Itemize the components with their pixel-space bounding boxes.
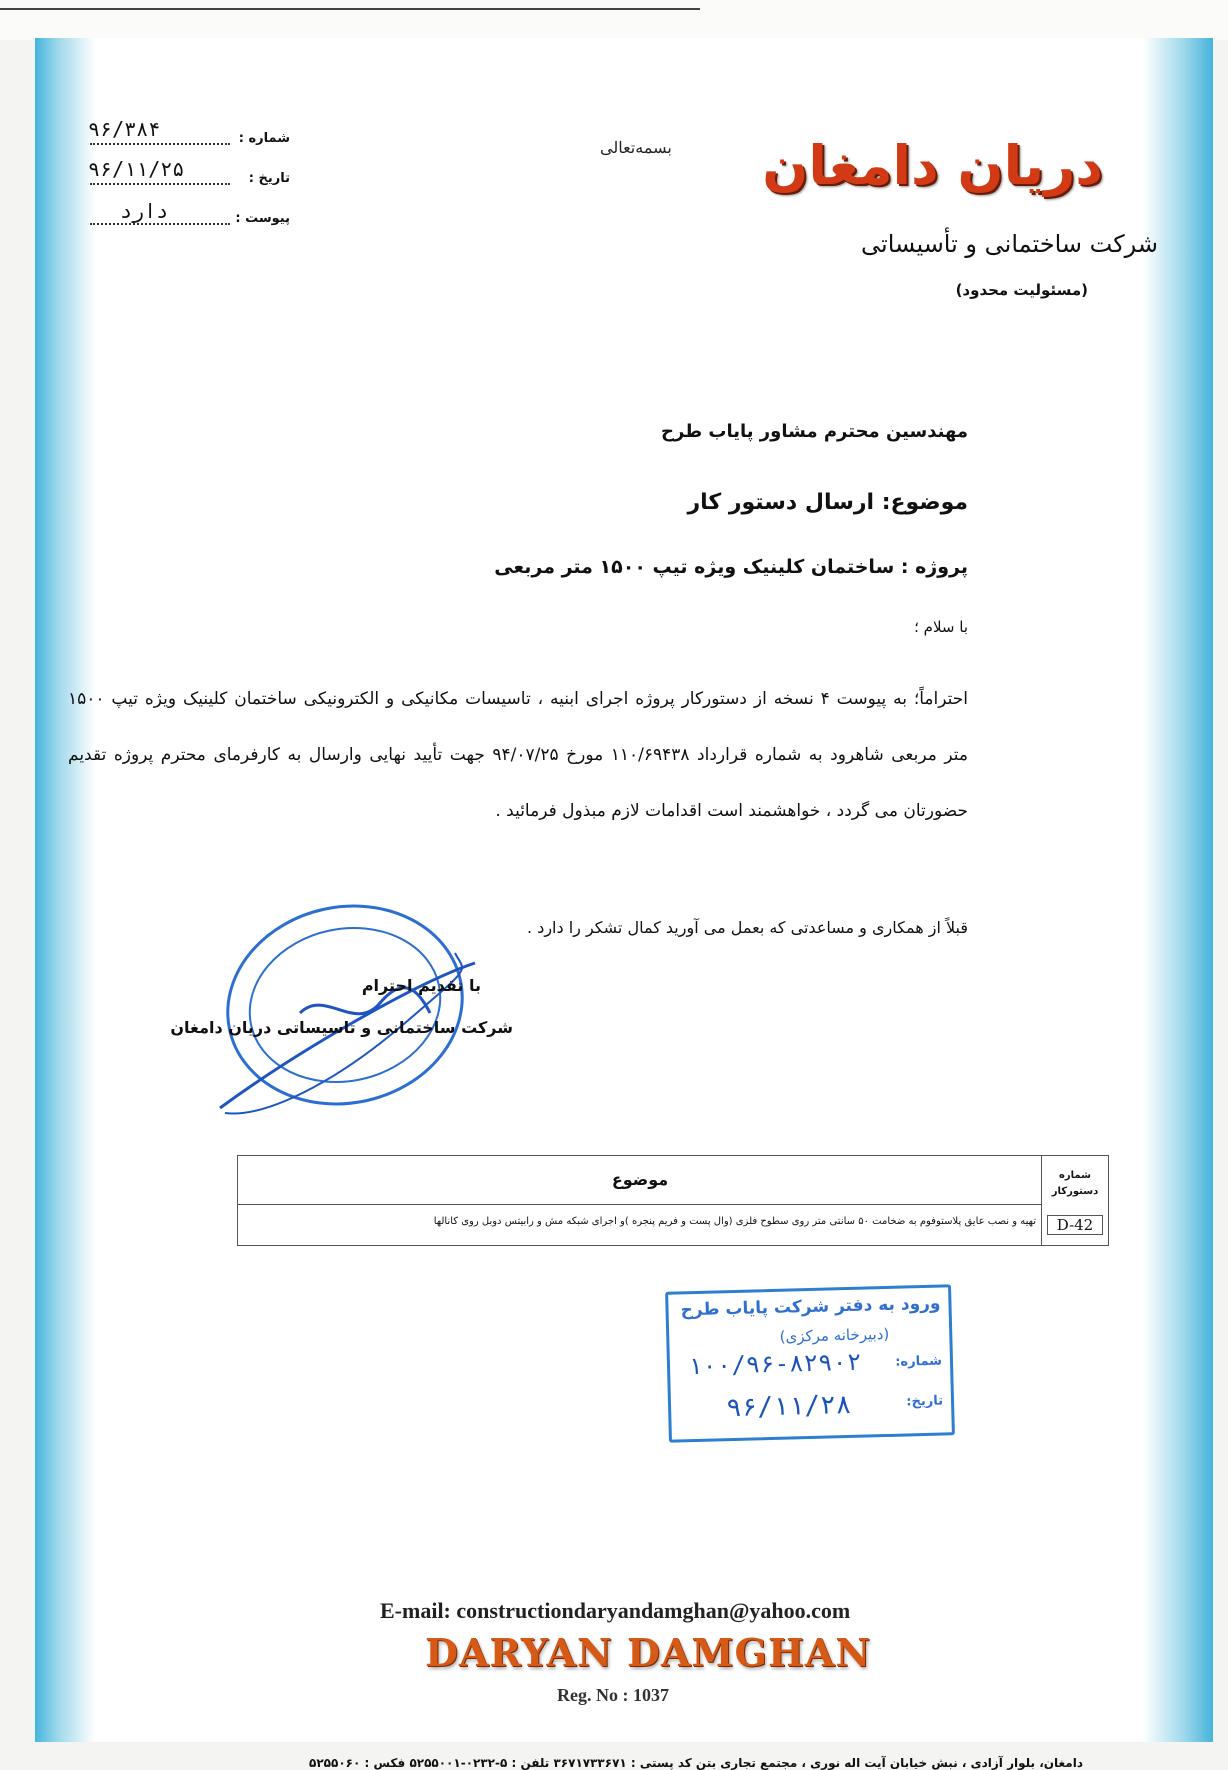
scan-edge-line: [0, 8, 700, 10]
stamp-date: ۹۶/۱۱/۲۸: [725, 1389, 852, 1424]
stamp-number: ۱۰۰/۹۶-۸۲۹۰۲: [687, 1347, 862, 1381]
stamp-title: ورود به دفتر شرکت پایاب طرح: [680, 1293, 941, 1321]
receipt-stamp: [665, 1284, 955, 1442]
stamp-date-label: تاریخ:: [906, 1393, 944, 1410]
closing-line: قبلاً از همکاری و مساعدتی که بعمل می آورید کمال تشکر را دارد .: [527, 918, 968, 937]
letter-subject: موضوع: ارسال دستور کار: [687, 490, 968, 515]
regards-line: با تقدیم احترام: [361, 976, 481, 995]
meta-number-row: [88, 117, 290, 153]
brand-logo-en: DARYAN DAMGHAN: [425, 1630, 872, 1675]
date-label: تاریخ :: [248, 171, 290, 186]
letter-body: احتراماً؛ به پیوست ۴ نسخه از دستورکار پروژه اجرای ابنیه ، تاسیسات مکانیکی و الکترونیکی ساختمان کلینیک ویژه تیپ ۱۵۰۰ متر مربعی شاهرود به شماره قرارداد ۱۱۰/۶۹۴۳۸ مورخ ۹۴/۰۷/۲۵ جهت تأیید نهایی وارسال به کارفرمای محترم پروژه تقدیم حضورتان می گردد ، خواهشمند است اقدامات لازم مبذول فرمائید .: [68, 689, 968, 821]
letter-number: ۹۶/۳۸۴: [88, 117, 161, 141]
project-title: پروژه : ساختمان کلینیک ویژه تیپ ۱۵۰۰ متر مربعی: [494, 556, 968, 578]
dotted-line: [90, 183, 230, 185]
registration-number: Reg. No : 1037: [557, 1685, 669, 1705]
addressee: مهندسین محترم مشاور پایاب طرح: [661, 421, 968, 442]
dotted-line: [90, 223, 230, 225]
brand-logo-fa: دریان دامغان: [762, 134, 1103, 197]
letter-page: [35, 38, 1213, 1770]
meta-date-row: [88, 157, 290, 193]
attachment-label: پیوست :: [235, 211, 290, 226]
letter-date: ۹۶/۱۱/۲۵: [88, 157, 185, 181]
work-order-number: D-42: [1047, 1215, 1103, 1235]
work-order-description: تهیه و نصب عایق پلاستوفوم به ضخامت ۵۰ سانتی متر روی سطوح فلزی (وال پست و فریم پنجره )و اجرای شبکه مش و رابیتس دوبل روی کانالها: [433, 1216, 1036, 1227]
salutation: با سلام ؛: [914, 618, 968, 636]
bismillah-text: بسمه‌تعالی: [600, 138, 672, 157]
company-name: شرکت ساختمانی و تأسیساتی: [861, 230, 1158, 258]
table-divider: [238, 1204, 1042, 1205]
company-liability: (مسئولیت محدود): [955, 281, 1088, 299]
work-order-subject-header: موضوع: [611, 1170, 669, 1189]
footer-address: دامغان، بلوار آزادی ، نبش خیابان آیت اله نوری ، مجتمع تجاری بتن کد پستی : ۳۶۷۱۷۳۳۶۷۱ تلفن : ۵-۰۲۳۲-۵۲۵۵۰۰۱ فکس : ۵۲۵۵۰۶۰: [309, 1756, 1083, 1770]
work-order-number-header: شماره دستورکار: [1051, 1170, 1099, 1197]
scan-background: [0, 0, 1228, 40]
number-label: شماره :: [238, 131, 290, 146]
stamp-number-label: شماره:: [895, 1353, 943, 1370]
work-order-number-column: [1041, 1156, 1108, 1245]
meta-attachment-row: [90, 199, 290, 233]
stamp-subtitle: (دبیرخانه مرکزی): [779, 1324, 890, 1346]
company-seal: [205, 893, 485, 1133]
footer-email: E-mail: constructiondaryandamghan@yahoo.com: [380, 1598, 851, 1623]
signer-company: شرکت ساختمانی و تاسیساتی دریان دامغان: [170, 1018, 513, 1037]
dotted-line: [90, 143, 230, 145]
work-order-table: [237, 1155, 1109, 1246]
attachment-value: دارد: [120, 199, 169, 223]
